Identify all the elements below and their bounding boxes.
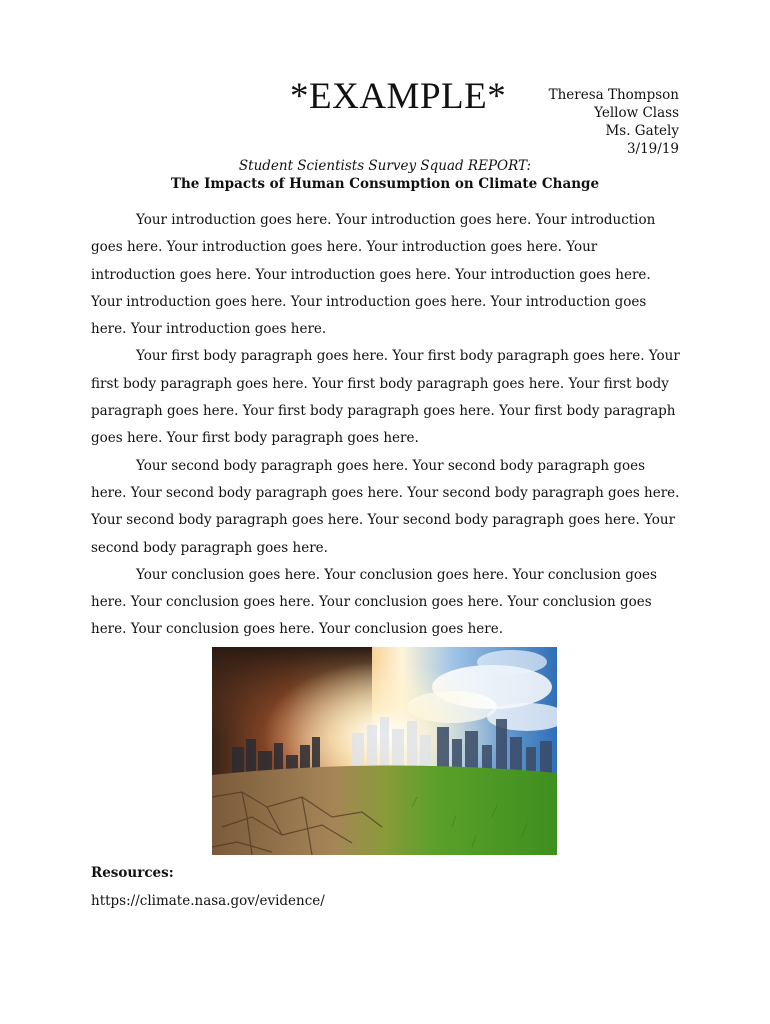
climate-change-photo — [212, 647, 557, 855]
first-body-paragraph: Your first body paragraph goes here. Your first body paragraph goes here. Your first body paragraph goes here. Your first body paragraph goes here. Your first body paragraph goes here. Your first body paragraph goes here. Your first body paragraph goes here. Your first body paragraph goes here. — [91, 348, 680, 447]
resource-link[interactable]: https://climate.nasa.gov/evidence/ — [91, 893, 325, 909]
conclusion-paragraph: Your conclusion goes here. Your conclusion goes here. Your conclusion goes here. Your conclusion goes here. Your conclusion goes here. Your conclusion goes here. Your conclusion goes here. Your conclusion goes here. — [91, 566, 657, 638]
class-name: Yellow Class — [594, 105, 679, 121]
teacher-name: Ms. Gately — [605, 123, 679, 139]
resources-heading: Resources: — [91, 865, 174, 881]
example-title: *EXAMPLE* — [290, 76, 507, 117]
report-label: Student Scientists Survey Squad REPORT: — [238, 158, 532, 174]
student-info-block — [549, 86, 679, 158]
report-body — [91, 207, 681, 644]
introduction-paragraph: Your introduction goes here. Your introduction goes here. Your introduction goes here. Your introduction goes here. Your introduction goes here. Your introduction goes here. Your introduction goes here. Your introduction goes here. Your introduction goes here. Your introduction goes here. Your introduction goes here. Your introduction goes here. — [91, 212, 656, 338]
report-title: The Impacts of Human Consumption on Climate Change — [170, 176, 600, 192]
second-body-paragraph: Your second body paragraph goes here. Your second body paragraph goes here. Your second body paragraph goes here. Your second body paragraph goes here. Your second body paragraph goes here. Your second body paragraph goes here. Your second body paragraph goes here. — [91, 457, 680, 556]
student-name: Theresa Thompson — [548, 87, 679, 103]
report-date: 3/19/19 — [626, 141, 679, 157]
